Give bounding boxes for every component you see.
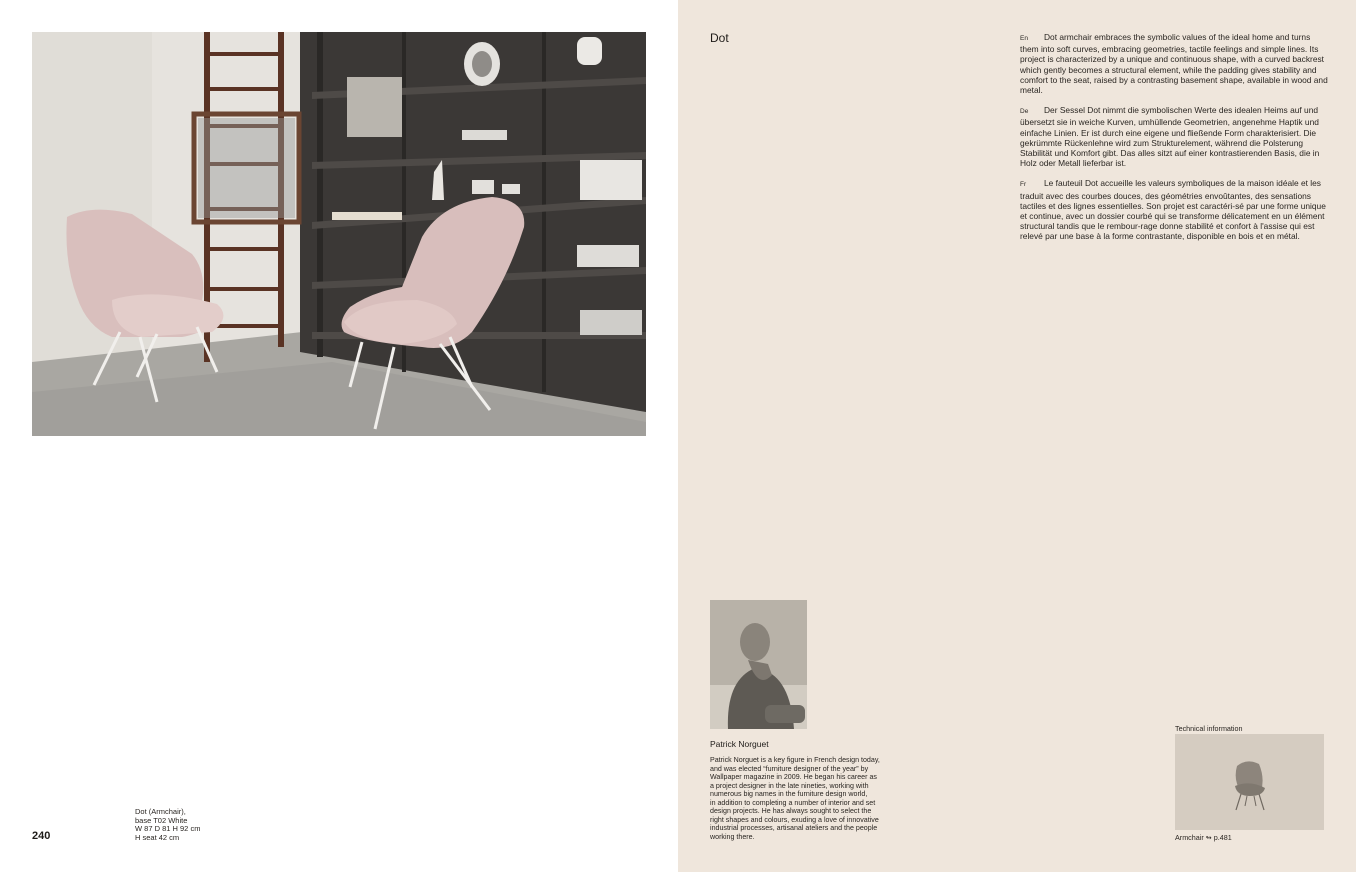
description-text: Der Sessel Dot nimmt die symbolischen Werte des idealen Heims auf und übersetzt sie in weiche Kurven, umhüllende Geometrien, angenehme Haptik und einfache Linien. Er ist durch eine eigene und fließende Form charakterisiert. Die gekrümmte Rückenlehne wird zum Strukturelement, während die Polsterung Stabilität und Komfort gibt. Das alles sitzt auf einer kontrastierenden Basis, die in Holz oder Metall lieferbar ist. — [1020, 105, 1320, 169]
description-french — [1020, 178, 1328, 241]
bio-line: design projects. He has always sought to select the — [710, 807, 872, 815]
technical-information-label: Technical information — [1175, 724, 1243, 733]
photo-caption — [135, 808, 200, 842]
technical-chair-thumbnail — [1175, 734, 1324, 830]
bio-line: Wallpaper magazine in 2009. He began his career as — [710, 773, 877, 781]
description-english — [1020, 32, 1328, 95]
caption-line: H seat 42 cm — [135, 832, 180, 842]
bio-line: numerous big names in the furniture design world, — [710, 790, 868, 798]
description-text: Dot armchair embraces the symbolic values of the ideal home and turns them into soft curves, embracing geometries, tactile feelings and simple lines. Its project is characterized by a unique and continuous shape, with a curved backrest which gently becomes a structural element, while the padding gives stability and comfort to the seat, raised by a contrasting basement shape, available in wood and metal. — [1020, 32, 1328, 96]
bio-line: and was elected “furniture designer of the year” by — [710, 764, 869, 773]
language-tag: Fr — [1020, 181, 1027, 189]
page-number: 240 — [32, 830, 51, 842]
product-descriptions — [1020, 32, 1328, 252]
caption-line: Dot (Armchair), — [135, 807, 186, 816]
bio-line: industrial processes, artisanal ateliers and the people — [710, 824, 878, 832]
technical-page-reference-link[interactable]: Armchair ↬ p.481 — [1175, 833, 1232, 842]
language-tag: De — [1020, 108, 1029, 116]
caption-line: W 87 D 81 H 92 cm — [135, 824, 201, 834]
bio-line: a project designer in the late nineties, working with — [710, 781, 869, 790]
hero-photo-armchairs — [32, 32, 646, 436]
portrait-illustration — [710, 600, 807, 729]
designer-bio — [710, 756, 906, 841]
room-scene-illustration — [32, 32, 646, 436]
right-page — [678, 0, 1356, 872]
chair-thumbnail-illustration — [1175, 734, 1324, 830]
bio-line: working there. — [710, 832, 755, 841]
description-german — [1020, 105, 1328, 168]
designer-name: Patrick Norguet — [710, 739, 769, 749]
designer-portrait-photo — [710, 600, 807, 729]
bio-line: right shapes and colours, exuding a love of innovative — [710, 815, 879, 824]
product-title: Dot — [710, 31, 729, 45]
bio-line: Patrick Norguet is a key figure in French design today, — [710, 756, 880, 764]
bio-line: in addition to completing a number of interior and set — [710, 798, 876, 807]
description-text: Le fauteuil Dot accueille les valeurs symboliques de la maison idéale et les traduit avec des courbes douces, des géométries envoûtantes, des sensations tactiles et des lignes essentielles. Son projet est caractéri-sé par une forme unique et continue, avec un dossier courbé qui se transforme délicatement en un élément structural tandis que le rembour-rage donne stabilité et confort à l'assise qui est relevé par une base à la forme contrastante, disponible en bois et en métal. — [1020, 178, 1326, 242]
caption-line: base T02 White — [135, 815, 188, 825]
language-tag: En — [1020, 35, 1028, 42]
